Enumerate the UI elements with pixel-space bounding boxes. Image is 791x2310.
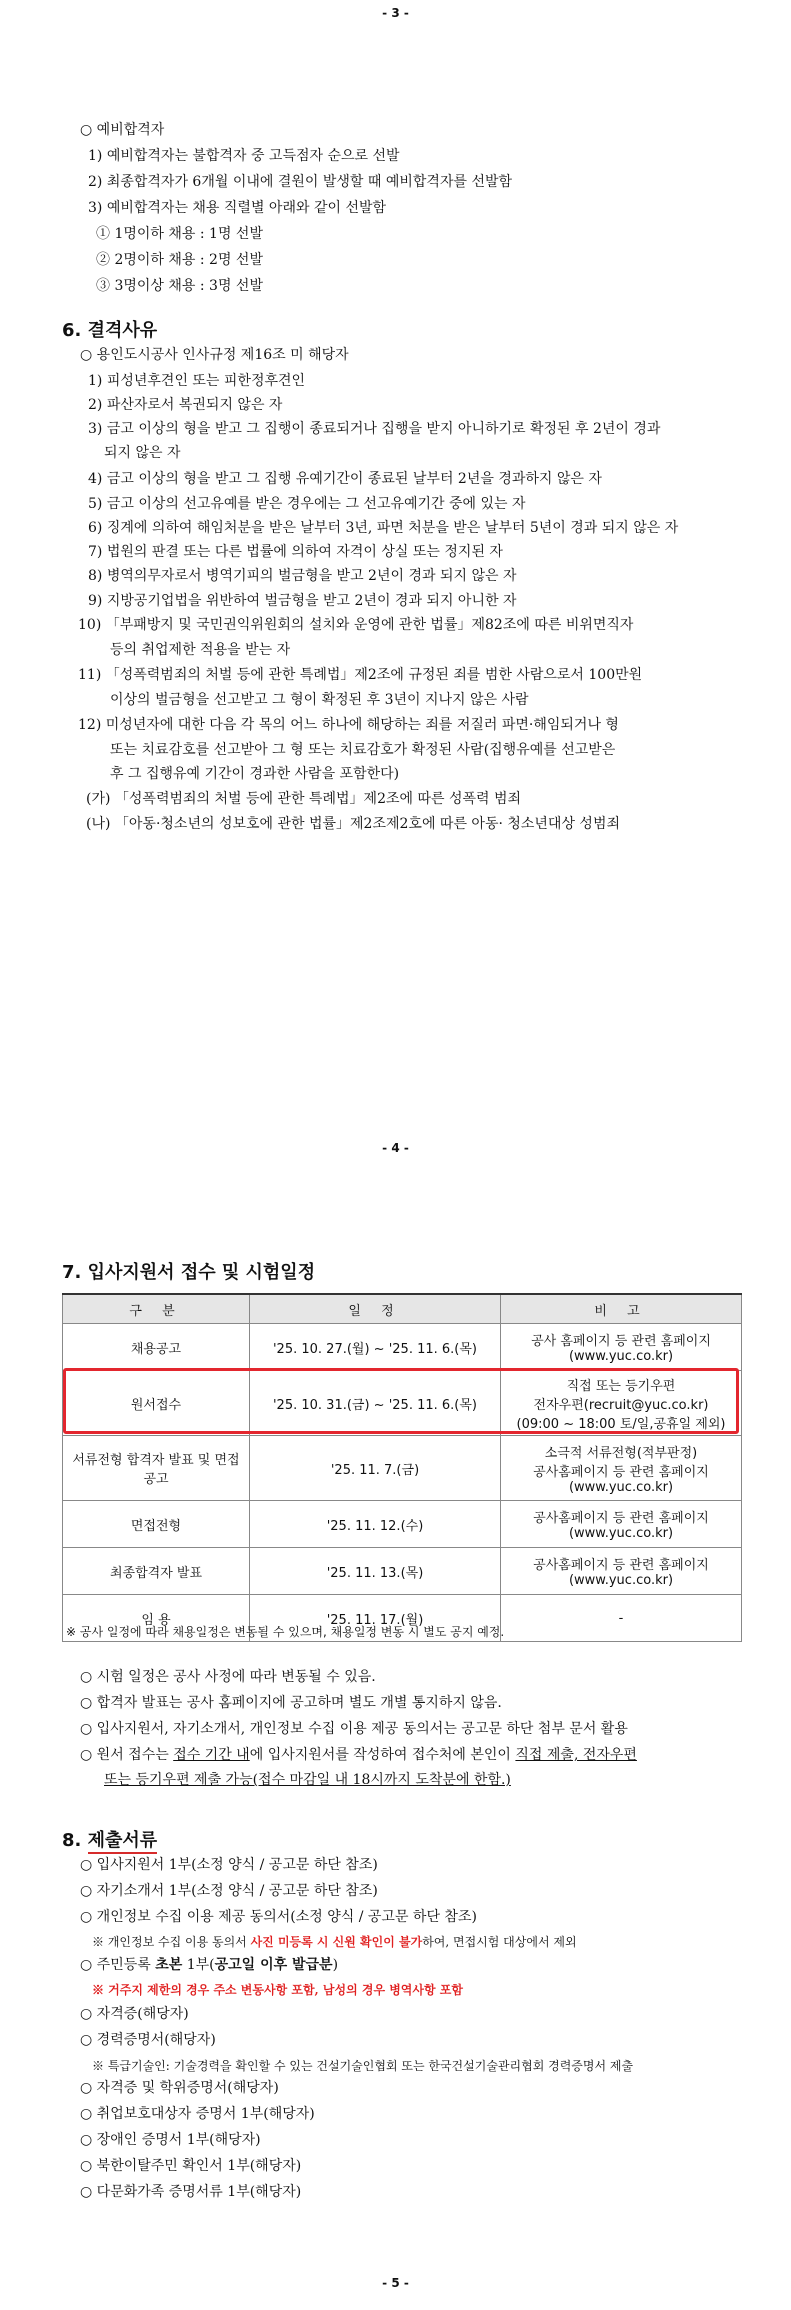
- disq-line: 또는 치료감호를 선고받아 그 형 또는 치료감호가 확정된 사람(집행유예를 선고받은: [110, 742, 616, 758]
- text-span: ○ 원서 접수는: [80, 1747, 174, 1763]
- disq-line: 6) 징계에 의하여 해임처분을 받은 날부터 3년, 파면 처분을 받은 날부터 5년이 경과 되지 않은 자: [88, 520, 679, 536]
- reserve-sub: ② 2명이하 채용 : 2명 선발: [96, 252, 263, 268]
- note-line: 공사홈페이지 등 관련 홈페이지: [533, 1464, 709, 1480]
- schedule-date: '25. 10. 31.(금) ~ '25. 11. 6.(목): [250, 1371, 501, 1436]
- schedule-category: 임 용: [63, 1595, 250, 1642]
- text-span: 접수 기간 내: [173, 1747, 250, 1763]
- submission-note: [80, 1745, 637, 1765]
- schedule-note: [501, 1548, 742, 1595]
- note-line: 직접 또는 등기우편: [566, 1378, 676, 1394]
- disq-intro: ○ 용인도시공사 인사규정 제16조 미 해당자: [80, 347, 349, 363]
- disq-line: (가) 「성폭력범죄의 처벌 등에 관한 특례법」제2조에 따른 성폭력 범죄: [86, 791, 522, 807]
- note-line: (www.yuc.co.kr): [568, 1573, 674, 1588]
- note-line: (www.yuc.co.kr): [568, 1526, 674, 1541]
- note-line: 공사홈페이지 등 관련 홈페이지: [533, 1511, 709, 1526]
- schedule-category: 최종합격자 발표: [63, 1548, 250, 1595]
- doc-item: ○ 자기소개서 1부(소정 양식 / 공고문 하단 참조): [80, 1883, 378, 1899]
- table-row: [63, 1324, 742, 1371]
- disq-line: 후 그 집행유예 기간이 경과한 사람을 포함한다): [110, 766, 400, 782]
- note-line: (09:00 ~ 18:00 토/일,공휴일 제외): [516, 1416, 726, 1432]
- disq-line: 1) 피성년후견인 또는 피한정후견인: [88, 373, 306, 389]
- reserve-sub: ③ 3명이상 채용 : 3명 선발: [96, 278, 263, 294]
- table-row: [63, 1501, 742, 1548]
- doc-item: ○ 북한이탈주민 확인서 1부(해당자): [80, 2158, 302, 2174]
- text-span: 사진 미등록 시 신원 확인이 불가: [250, 1935, 423, 1949]
- text-span: ○ 주민등록: [80, 1957, 156, 1973]
- note-line: 공사 홈페이지 등 관련 홈페이지: [531, 1334, 711, 1349]
- text-span: 하여, 면접시험 대상에서 제외: [422, 1935, 577, 1949]
- heading-text: 제출서류: [88, 1830, 158, 1854]
- schedule-date: '25. 11. 12.(수): [250, 1501, 501, 1548]
- schedule-date: '25. 11. 13.(목): [250, 1548, 501, 1595]
- disq-line: 11) 「성폭력범죄의 처벌 등에 관한 특례법」제2조에 규정된 죄를 범한 사람으로서 100만원: [78, 667, 643, 683]
- doc-item: ○ 자격증(해당자): [80, 2006, 189, 2022]
- note-line: 소극적 서류전형(적부판정): [544, 1445, 698, 1461]
- table-header: 비 고: [501, 1294, 742, 1324]
- text-span: 공고일 이후 발급분: [214, 1957, 333, 1973]
- doc-note: [92, 1932, 577, 1952]
- schedule-note-line: ○ 시험 일정은 공사 사정에 따라 변동될 수 있음.: [80, 1669, 376, 1685]
- section-heading: [62, 1826, 157, 1852]
- schedule-category: 채용공고: [63, 1324, 250, 1371]
- section-heading: 7. 입사지원서 접수 및 시험일정: [62, 1262, 316, 1283]
- doc-note: ※ 거주지 제한의 경우 주소 변동사항 포함, 남성의 경우 병역사항 포함: [92, 1983, 463, 1997]
- schedule-category: 서류전형 합격자 발표 및 면접공고: [63, 1436, 250, 1501]
- disq-line: 10) 「부패방지 및 국민권익위원회의 설치와 운영에 관한 법률」제82조에 따른 비위면직자: [78, 617, 634, 633]
- text-span: 에 입사지원서를 작성하여 접수처에 본인이: [249, 1747, 516, 1763]
- disq-line: (나) 「아동·청소년의 성보호에 관한 법률」제2조제2호에 따른 아동· 청소년대상 성범죄: [86, 816, 621, 832]
- page-number: - 4 -: [382, 1141, 409, 1155]
- note-line: (www.yuc.co.kr): [568, 1479, 674, 1495]
- reserve-item: 2) 최종합격자가 6개월 이내에 결원이 발생할 때 예비합격자를 선발함: [88, 174, 513, 190]
- schedule-date: '25. 11. 7.(금): [250, 1436, 501, 1501]
- schedule-footnote: ※ 공사 일정에 따라 채용일정은 변동될 수 있으며, 채용일정 변동 시 별도 공지 예정.: [66, 1625, 505, 1639]
- disq-line: 4) 금고 이상의 형을 받고 그 집행 유예기간이 종료된 날부터 2년을 경과하지 않은 자: [88, 471, 602, 487]
- doc-item: ○ 장애인 증명서 1부(해당자): [80, 2132, 261, 2148]
- disq-line: 9) 지방공기업법을 위반하여 벌금형을 받고 2년이 경과 되지 아니한 자: [88, 593, 517, 609]
- text-span: 1부(: [182, 1957, 215, 1973]
- note-line: 전자우편(recruit@yuc.co.kr): [533, 1397, 709, 1413]
- text-span: 직접 제출, 전자우편: [515, 1747, 637, 1763]
- reserve-item: 3) 예비합격자는 채용 직렬별 아래와 같이 선발함: [88, 200, 387, 216]
- disq-line: 이상의 벌금형을 선고받고 그 형이 확정된 후 3년이 지나지 않은 사람: [110, 692, 529, 708]
- schedule-note: [501, 1501, 742, 1548]
- text-span: ): [332, 1957, 339, 1973]
- schedule-note: -: [501, 1595, 742, 1642]
- doc-note: ※ 특급기술인: 기술경력을 확인할 수 있는 건설기술인협회 또는 한국건설기술관리협회 경력증명서 제출: [92, 2059, 634, 2073]
- schedule-note: [501, 1436, 742, 1501]
- note-line: (www.yuc.co.kr): [568, 1349, 674, 1364]
- schedule-date: '25. 11. 17.(월): [250, 1595, 501, 1642]
- reserve-item: 1) 예비합격자는 불합격자 중 고득점자 순으로 선발: [88, 148, 400, 164]
- disq-line: 7) 법원의 판결 또는 다른 법률에 의하여 자격이 상실 또는 정지된 자: [88, 544, 503, 560]
- page-number: - 3 -: [382, 6, 409, 20]
- doc-item: ○ 입사지원서 1부(소정 양식 / 공고문 하단 참조): [80, 1857, 378, 1873]
- page-number: - 5 -: [382, 2276, 409, 2290]
- doc-item: ○ 다문화가족 증명서류 1부(해당자): [80, 2184, 302, 2200]
- schedule-table: [62, 1293, 742, 1642]
- table-row: [63, 1548, 742, 1595]
- schedule-note: [501, 1324, 742, 1371]
- disq-line: 8) 병역의무자로서 병역기피의 벌금형을 받고 2년이 경과 되지 않은 자: [88, 568, 517, 584]
- highlight-box: [63, 1368, 739, 1434]
- disq-line: 등의 취업제한 적용을 받는 자: [110, 642, 291, 658]
- reserve-sub: ① 1명이하 채용 : 1명 선발: [96, 226, 263, 242]
- submission-note-cont: 또는 등기우편 제출 가능(접수 마감일 내 18시까지 도착분에 한함.): [104, 1772, 511, 1788]
- doc-item: ○ 취업보호대상자 증명서 1부(해당자): [80, 2106, 315, 2122]
- disq-line: 되지 않은 자: [104, 445, 181, 461]
- schedule-note-line: ○ 합격자 발표는 공사 홈페이지에 공고하며 별도 개별 통지하지 않음.: [80, 1695, 502, 1711]
- text-span: ※ 개인정보 수집 이용 동의서: [92, 1935, 251, 1949]
- doc-item: ○ 경력증명서(해당자): [80, 2032, 216, 2048]
- disq-line: 3) 금고 이상의 형을 받고 그 집행이 종료되거나 집행을 받지 아니하기로 확정된 후 2년이 경과: [88, 421, 661, 437]
- table-row: [63, 1436, 742, 1501]
- table-header-row: [63, 1294, 742, 1324]
- text-span: 초본: [155, 1957, 183, 1973]
- disq-line: 12) 미성년자에 대한 다음 각 목의 어느 하나에 해당하는 죄를 저질러 파면·해임되거나 형: [78, 717, 619, 733]
- table-header: 구 분: [63, 1294, 250, 1324]
- doc-item: [80, 1955, 338, 1975]
- doc-item: ○ 자격증 및 학위증명서(해당자): [80, 2080, 279, 2096]
- table-header: 일 정: [250, 1294, 501, 1324]
- reserve-title: ○ 예비합격자: [80, 122, 165, 138]
- schedule-category: 원서접수: [63, 1371, 250, 1436]
- doc-item: ○ 개인정보 수집 이용 제공 동의서(소정 양식 / 공고문 하단 참조): [80, 1909, 477, 1925]
- schedule-note-line: ○ 입사지원서, 자기소개서, 개인정보 수집 이용 제공 동의서는 공고문 하단 첨부 문서 활용: [80, 1721, 628, 1737]
- disq-line: 2) 파산자로서 복권되지 않은 자: [88, 397, 283, 413]
- section-heading: 6. 결격사유: [62, 320, 158, 341]
- note-line: 공사홈페이지 등 관련 홈페이지: [533, 1558, 709, 1573]
- heading-number: 8.: [62, 1830, 88, 1851]
- disq-line: 5) 금고 이상의 선고유예를 받은 경우에는 그 선고유예기간 중에 있는 자: [88, 496, 526, 512]
- schedule-category: 면접전형: [63, 1501, 250, 1548]
- schedule-date: '25. 10. 27.(월) ~ '25. 11. 6.(목): [250, 1324, 501, 1371]
